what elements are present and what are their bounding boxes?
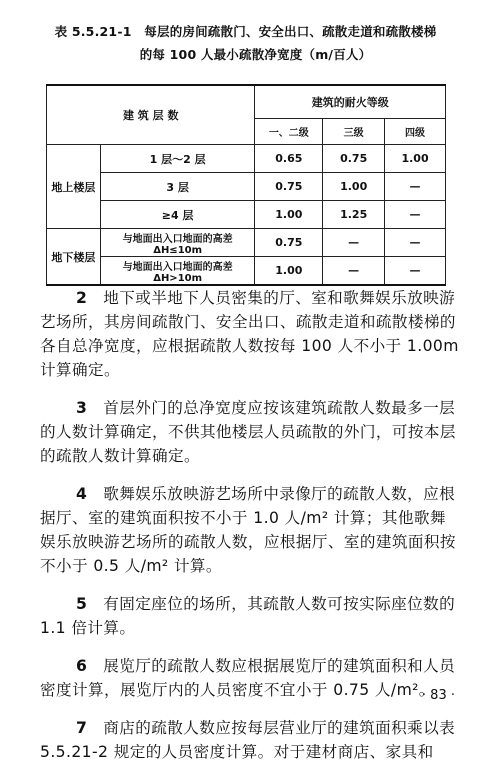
paragraph-2 [40, 286, 460, 382]
evacuation-width-table [46, 84, 446, 286]
cell-value: 1.00 [255, 201, 323, 229]
row-label: 3 层 [100, 173, 255, 201]
cell-value: — [385, 229, 446, 257]
cell-value: 0.65 [255, 145, 323, 173]
cell-value: — [385, 201, 446, 229]
table-row [47, 173, 446, 201]
page-number: · 83 · [421, 688, 455, 703]
paragraph-6 [40, 654, 460, 702]
header-fire-rating: 建筑的耐火等级 [255, 85, 446, 119]
table-row [47, 257, 446, 286]
paragraph-text: 有固定座位的场所，其疏散人数可按实际座位数的 1.1 倍计算。 [40, 595, 456, 637]
cell-value: 1.25 [323, 201, 385, 229]
group-label-below-ground: 地下楼层 [47, 229, 101, 286]
cell-value: 0.75 [255, 173, 323, 201]
paragraph-number: 3 [76, 399, 88, 417]
cell-value: 1.00 [323, 173, 385, 201]
table-row [47, 229, 446, 257]
cell-value: — [323, 229, 385, 257]
table-row [47, 201, 446, 229]
paragraph-text: 地下或半地下人员密集的厅、室和歌舞娱乐放映游艺场所，其房间疏散门、安全出口、疏散走道和疏散楼梯的各自总净宽度，应根据疏散人数按每 100 人不小于 1.00m 计算确定。 [40, 289, 459, 379]
table-caption-line2: 的每 100 人最小疏散净宽度（m/百人） [139, 47, 372, 62]
subheader-grade-4: 四级 [385, 119, 446, 145]
header-building-floors: 建 筑 层 数 [47, 85, 255, 145]
group-label-above-ground: 地上楼层 [47, 145, 101, 229]
row-label: ≥4 层 [100, 201, 255, 229]
paragraph-text: 首层外门的总净宽度应按该建筑疏散人数最多一层的人数计算确定，不供其他楼层人员疏散的外门，可按本层的疏散人数计算确定。 [40, 399, 456, 465]
cell-value: 1.00 [255, 257, 323, 286]
cell-value: 0.75 [255, 229, 323, 257]
cell-value: — [323, 257, 385, 286]
paragraph-5 [40, 592, 460, 640]
cell-value: — [385, 173, 446, 201]
row-label: 与地面出入口地面的高差 ΔH>10m [100, 257, 255, 286]
table-caption-line1: 表 5.5.21-1 每层的房间疏散门、安全出口、疏散走道和疏散楼梯 [54, 24, 437, 39]
paragraph-number: 4 [76, 485, 88, 503]
subheader-grade-3: 三级 [323, 119, 385, 145]
paragraph-text: 商店的疏散人数应按每层营业厅的建筑面积乘以表 5.5.21-2 规定的人员密度计算。对于建材商店、家具和 [40, 719, 456, 761]
subheader-grade-1-2: 一、二级 [255, 119, 323, 145]
row-label: 与地面出入口地面的高差 ΔH≤10m [100, 229, 255, 257]
cell-value: 1.00 [385, 145, 446, 173]
paragraph-3 [40, 396, 460, 468]
paragraph-number: 2 [76, 289, 88, 307]
cell-value: 0.75 [323, 145, 385, 173]
paragraph-text: 歌舞娱乐放映游艺场所中录像厅的疏散人数，应根据厅、室的建筑面积按不小于 1.0 人/m² 计算；其他歌舞娱乐放映游艺场所的疏散人数，应根据厅、室的建筑面积按不小于 0.5 人/m² 计算。 [40, 485, 456, 575]
row-label: 1 层～2 层 [100, 145, 255, 173]
paragraph-text: 展览厅的疏散人数应根据展览厅的建筑面积和人员密度计算，展览厅内的人员密度不宜小于 0.75 人/m²。 [40, 657, 456, 699]
body-text [40, 286, 460, 764]
paragraph-number: 6 [76, 657, 88, 675]
paragraph-4 [40, 482, 460, 578]
paragraph-number: 7 [76, 719, 88, 737]
paragraph-number: 5 [76, 595, 88, 613]
paragraph-7 [40, 716, 460, 764]
cell-value: — [385, 257, 446, 286]
table-row [47, 145, 446, 173]
